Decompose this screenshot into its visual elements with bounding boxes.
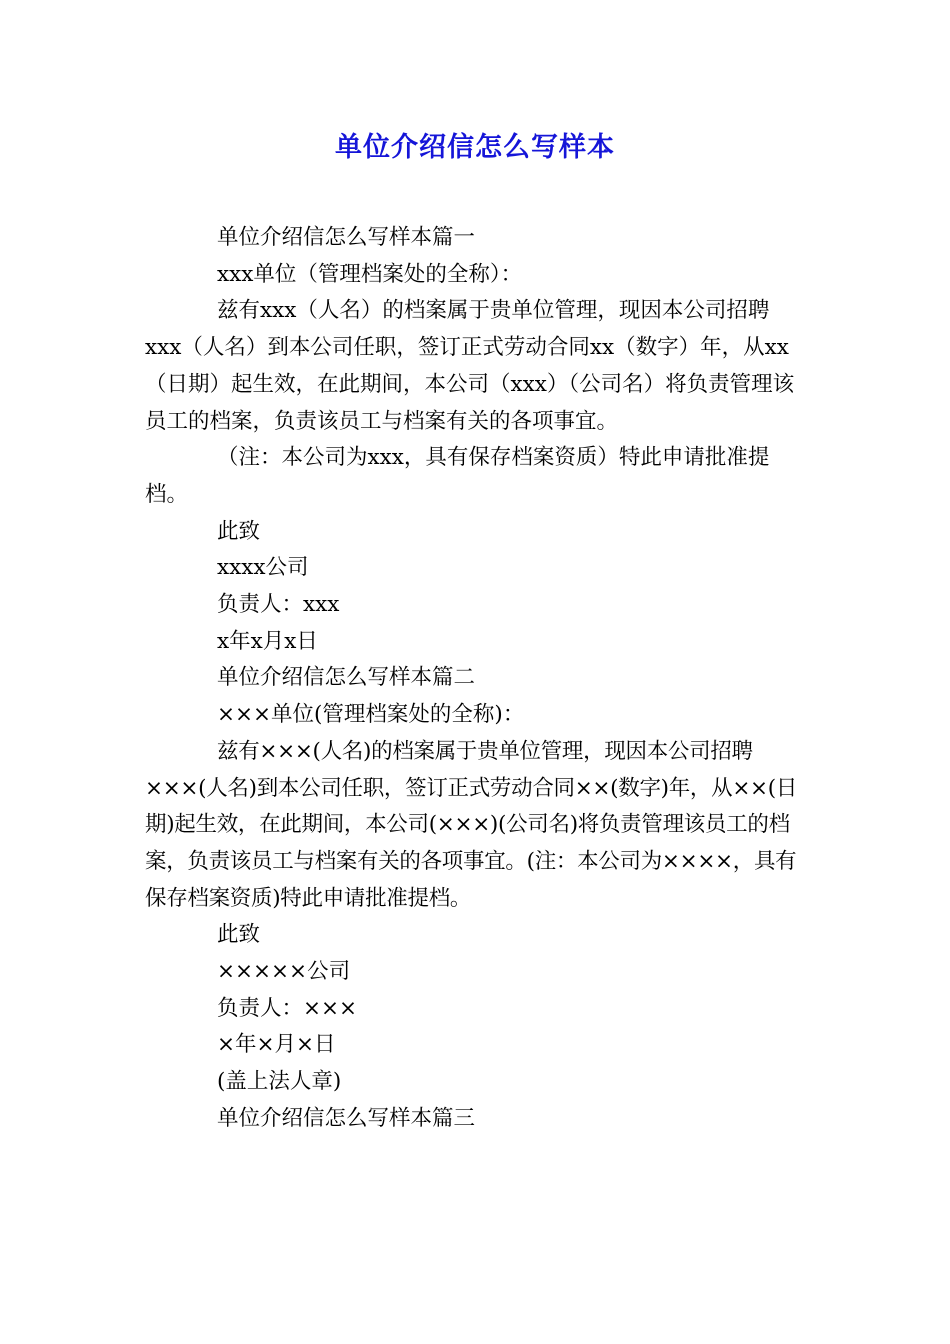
letter-company-1: xxxx公司 [217,555,309,581]
letter-company-2: ×××××公司 [217,959,351,985]
letter-seal-note-2: (盖上法人章) [217,1069,342,1095]
section-heading-1: 单位介绍信怎么写样本篇一 [217,225,476,250]
section-heading-3: 单位介绍信怎么写样本篇三 [217,1105,476,1131]
document-body [145,220,805,1138]
letter-recipient-2: ×××单位(管理档案处的全称)： [217,702,525,728]
letter-body-2: 兹有×××(人名)的档案属于贵单位管理，现因本公司招聘×××(人名)到本公司任职，签订正式劳动合同××(数字)年，从××(日期)起生效，在此期间，本公司(×××)(公司名)将负责管理该员工的档案，负责该员工与档案有关的各项事宜。(注：本公司为××××，具有保存档案资质)特此申请批准提档。 [145,738,798,911]
letter-note-1: （注：本公司为xxx，具有保存档案资质）特此申请批准提档。 [145,445,770,507]
letter-closing-2: 此致 [217,922,261,948]
document-title: 单位介绍信怎么写样本 [335,132,615,163]
section-heading-2: 单位介绍信怎么写样本篇二 [217,665,476,691]
letter-date-2: ×年×月×日 [217,1032,336,1058]
letter-closing-1: 此致 [217,518,261,544]
letter-signatory-1: 负责人：xxx [217,592,340,618]
letter-signatory-2: 负责人：××× [217,995,358,1021]
letter-recipient-1: xxx单位（管理档案处的全称）： [217,261,523,287]
letter-body-1: 兹有xxx（人名）的档案属于贵单位管理，现因本公司招聘xxx（人名）到本公司任职，签订正式劳动合同xx（数字）年，从xx（日期）起生效，在此期间，本公司（xxx）（公司名）将负责管理该员工的档案，负责该员工与档案有关的各项事宜。 [145,298,795,434]
letter-date-1: x年x月x日 [217,628,318,654]
